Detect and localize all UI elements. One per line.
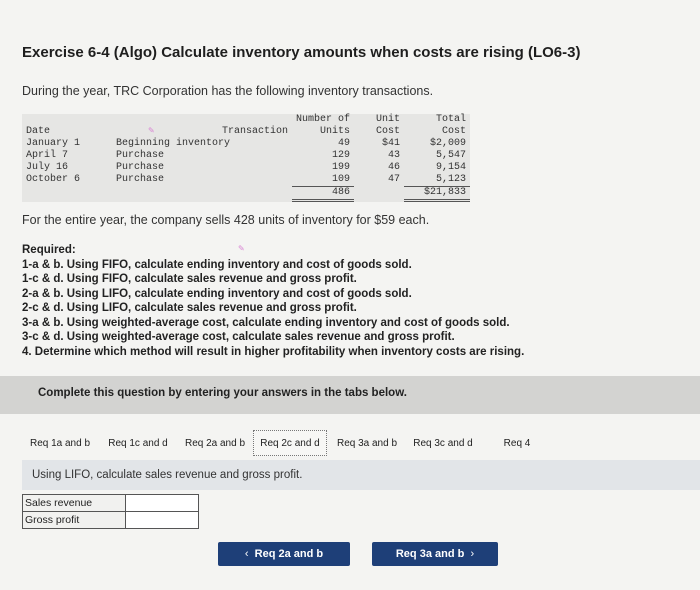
required-list (22, 243, 524, 359)
page-title: Exercise 6-4 (Algo) Calculate inventory amounts when costs are rising (LO6-3) (22, 44, 581, 61)
units-header-2: Units (320, 126, 351, 137)
row-date: January 1 (26, 138, 81, 149)
tab-req-3c-d[interactable]: Req 3c and d (413, 438, 473, 449)
chevron-left-icon: ‹ (244, 548, 249, 560)
table-totals-row (22, 187, 470, 201)
table-row (22, 174, 470, 187)
row-date: April 7 (26, 150, 69, 161)
prev-button-label: Req 2a and b (254, 548, 324, 560)
table-row (22, 162, 470, 174)
unit-cost-header: Unit (376, 114, 401, 125)
annotation-mark: ✎ (148, 126, 155, 135)
tab-req-2a-b[interactable]: Req 2a and b (184, 438, 246, 449)
next-requirement-button[interactable] (372, 542, 498, 566)
required-item: 1-a & b. Using FIFO, calculate ending inventory and cost of goods sold. (22, 258, 412, 271)
row-units: 109 (292, 174, 354, 187)
required-item: 3-c & d. Using weighted-average cost, calculate sales revenue and gross profit. (22, 331, 455, 343)
tab-req-3a-b[interactable]: Req 3a and b (336, 438, 398, 449)
row-total: 5,547 (436, 150, 467, 161)
table-header-row (22, 126, 470, 138)
intro-text: During the year, TRC Corporation has the following inventory transactions. (22, 84, 434, 98)
sales-revenue-label: Sales revenue (23, 495, 126, 512)
tab-panel-header (22, 460, 700, 490)
total-cost-header-2: Cost (442, 126, 467, 137)
sales-revenue-input[interactable] (128, 495, 196, 511)
grand-total-cost: $21,833 (404, 187, 470, 201)
required-item: 4. Determine which method will result in higher profitability when inventory costs are rising. (22, 345, 525, 358)
row-date: July 16 (26, 162, 69, 173)
row-total: $2,009 (430, 138, 467, 149)
required-item: 1-c & d. Using FIFO, calculate sales revenue and gross profit. (22, 273, 357, 285)
required-item: 2-c & d. Using LIFO, calculate sales revenue and gross profit. (22, 302, 357, 314)
row-units: 129 (332, 150, 351, 161)
prev-requirement-button[interactable] (218, 542, 350, 566)
row-cost: 43 (388, 150, 401, 161)
row-cost: 47 (388, 174, 401, 186)
row-transaction: Purchase (116, 162, 165, 173)
sales-statement: For the entire year, the company sells 428 units of inventory for $59 each. (22, 213, 430, 227)
requirement-tabs (22, 430, 700, 458)
panel-instruction: Using LIFO, calculate sales revenue and gross profit. (32, 469, 303, 481)
tab-req-4[interactable]: Req 4 (503, 438, 531, 449)
tab-req-1a-b[interactable]: Req 1a and b (29, 438, 91, 449)
next-button-label: Req 3a and b (395, 548, 465, 560)
inventory-table (22, 114, 470, 202)
transaction-header: Transaction (221, 126, 288, 137)
row-units: 199 (332, 162, 351, 173)
table-row (22, 138, 470, 150)
instruction-text: Complete this question by entering your answers in the tabs below. (38, 387, 407, 399)
row-units: 49 (338, 138, 351, 149)
units-header: Number of (296, 114, 351, 125)
answer-row (23, 512, 199, 529)
total-cost-header: Total (436, 114, 467, 125)
required-item: 2-a & b. Using LIFO, calculate ending inventory and cost of goods sold. (22, 287, 412, 300)
date-header: Date (26, 126, 51, 137)
row-cost: 46 (388, 162, 401, 173)
gross-profit-input[interactable] (128, 512, 196, 528)
gross-profit-label: Gross profit (23, 512, 126, 529)
tab-req-2c-d[interactable]: Req 2c and d (253, 430, 327, 456)
answer-row (23, 495, 199, 512)
sales-revenue-cell (126, 495, 199, 512)
tab-req-1c-d[interactable]: Req 1c and d (108, 438, 168, 449)
table-header-row (22, 114, 470, 126)
instruction-band (0, 376, 700, 414)
required-heading: Required: (22, 244, 76, 256)
row-date: October 6 (26, 174, 81, 186)
row-total: 5,123 (404, 174, 470, 187)
chevron-right-icon: › (470, 548, 475, 560)
table-row (22, 150, 470, 162)
total-units: 486 (292, 187, 354, 201)
answer-table (22, 494, 199, 529)
gross-profit-cell (126, 512, 199, 529)
row-transaction: Purchase (116, 174, 165, 186)
row-transaction: Beginning inventory (116, 138, 231, 149)
row-cost: $41 (382, 138, 401, 149)
row-total: 9,154 (436, 162, 467, 173)
annotation-mark: ✎ (238, 244, 245, 253)
unit-cost-header-2: Cost (376, 126, 401, 137)
row-transaction: Purchase (116, 150, 165, 161)
required-item: 3-a & b. Using weighted-average cost, calculate ending inventory and cost of goods sold. (22, 316, 510, 329)
